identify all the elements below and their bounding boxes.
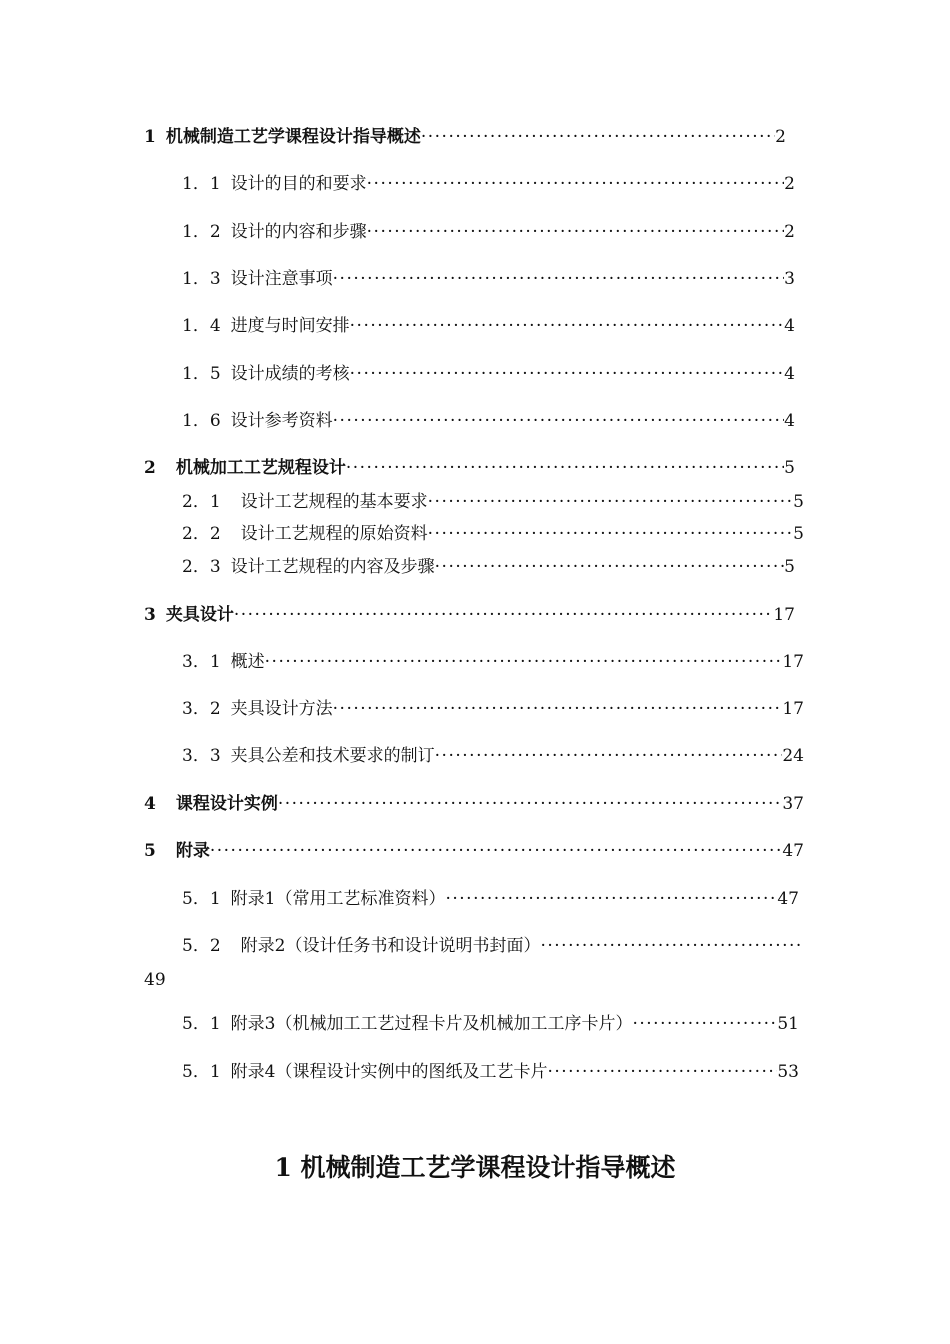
toc-entry-3-3[interactable] [182, 745, 804, 767]
toc-entry-1-3[interactable] [182, 268, 795, 290]
toc-number: 3．1 [182, 652, 221, 672]
toc-leader [333, 268, 785, 290]
toc-number: 3．3 [182, 746, 221, 766]
toc-number: 5．1 [182, 1014, 221, 1034]
toc-number: 1．5 [182, 364, 221, 384]
toc-number: 5．1 [182, 1062, 221, 1082]
toc-leader [333, 410, 785, 432]
toc-title: 附录4（课程设计实例中的图纸及工艺卡片 [230, 1062, 548, 1082]
toc-entry-5[interactable] [144, 840, 804, 862]
toc-leader [350, 363, 785, 385]
toc-number: 2．2 [182, 524, 221, 544]
toc-title: 设计的目的和要求 [230, 174, 367, 194]
toc-page: 49 [144, 970, 166, 990]
toc-title: 概述 [230, 652, 265, 672]
toc-title: 设计注意事项 [230, 269, 333, 289]
toc-number: 2．3 [182, 557, 221, 577]
toc-page: 2 [784, 174, 795, 194]
toc-entry-5-4[interactable] [182, 1061, 799, 1083]
toc-entry-1-5[interactable] [182, 363, 795, 385]
toc-title: 夹具设计 [165, 605, 234, 625]
toc-title: 夹具设计方法 [230, 699, 333, 719]
toc-number: 1．6 [182, 411, 221, 431]
toc-page: 17 [773, 605, 795, 625]
toc-number: 3 [144, 605, 156, 625]
toc-number: 5．2 [182, 936, 221, 956]
toc-number: 5．1 [182, 889, 221, 909]
toc-entry-5-3[interactable] [182, 1013, 799, 1035]
toc-title: 进度与时间安排 [230, 316, 350, 336]
toc-leader [210, 840, 783, 862]
toc-entry-3-1[interactable] [182, 651, 804, 673]
toc-entry-2-1[interactable] [182, 491, 804, 513]
toc-entry-1-4[interactable] [182, 315, 795, 337]
toc-leader [421, 126, 775, 148]
toc-leader [632, 1013, 777, 1035]
toc-leader [234, 604, 774, 626]
toc-leader [350, 315, 785, 337]
toc-title: 附录3（机械加工工艺过程卡片及机械加工工序卡片） [230, 1014, 633, 1034]
toc-entry-1-2[interactable] [182, 221, 795, 243]
toc-page: 5 [793, 524, 804, 544]
toc-leader [435, 556, 785, 578]
toc-title: 附录1（常用工艺标准资料） [230, 889, 446, 909]
toc-number: 2．1 [182, 492, 221, 512]
toc-page: 47 [777, 889, 799, 909]
toc-title: 设计工艺规程的基本要求 [240, 492, 428, 512]
toc-entry-1[interactable] [144, 126, 786, 148]
toc-entry-1-1[interactable] [182, 173, 795, 195]
toc-number: 1．2 [182, 222, 221, 242]
toc-leader [428, 523, 794, 545]
toc-entry-5-2[interactable] [182, 935, 804, 957]
toc-page: 4 [784, 411, 795, 431]
toc-leader [367, 173, 785, 195]
toc-leader [428, 491, 794, 513]
chapter-heading: 1 机械制造工艺学课程设计指导概述 [274, 1153, 676, 1182]
toc-title: 附录2（设计任务书和设计说明书封面） [240, 936, 541, 956]
toc-leader [278, 793, 783, 815]
toc-page: 51 [777, 1014, 799, 1034]
toc-title: 机械制造工艺学课程设计指导概述 [165, 127, 421, 147]
toc-page: 5 [784, 458, 795, 478]
toc-entry-2-2[interactable] [182, 523, 804, 545]
toc-page: 5 [793, 492, 804, 512]
toc-page: 5 [784, 557, 795, 577]
toc-number: 5 [144, 841, 156, 861]
toc-leader [435, 745, 783, 767]
toc-page: 2 [784, 222, 795, 242]
toc-number: 1．4 [182, 316, 221, 336]
toc-entry-4[interactable] [144, 793, 804, 815]
toc-title: 设计工艺规程的原始资料 [240, 524, 428, 544]
toc-leader [346, 457, 784, 479]
toc-title: 机械加工工艺规程设计 [175, 458, 346, 478]
toc-entry-2[interactable] [144, 457, 795, 479]
toc-number: 4 [144, 794, 156, 814]
toc-number: 3．2 [182, 699, 221, 719]
toc-page: 24 [782, 746, 804, 766]
toc-leader [265, 651, 783, 673]
toc-entry-5-1[interactable] [182, 888, 799, 910]
toc-title: 设计成绩的考核 [230, 364, 350, 384]
toc-leader [333, 698, 783, 720]
toc-entry-3[interactable] [144, 604, 795, 626]
toc-entry-1-6[interactable] [182, 410, 795, 432]
toc-number: 1 [144, 127, 156, 147]
toc-page: 17 [782, 652, 804, 672]
toc-page: 2 [775, 127, 786, 147]
toc-page: 17 [782, 699, 804, 719]
toc-title: 课程设计实例 [175, 794, 278, 814]
toc-title: 设计的内容和步骤 [230, 222, 367, 242]
toc-title: 设计工艺规程的内容及步骤 [230, 557, 435, 577]
toc-number: 1．3 [182, 269, 221, 289]
toc-leader [540, 935, 804, 957]
toc-page: 37 [782, 794, 804, 814]
toc-page: 3 [784, 269, 795, 289]
toc-title: 设计参考资料 [230, 411, 333, 431]
toc-leader [547, 1061, 777, 1083]
toc-page: 47 [782, 841, 804, 861]
toc-title: 附录 [175, 841, 210, 861]
toc-leader [367, 221, 785, 243]
toc-page: 53 [777, 1062, 799, 1082]
toc-page: 4 [784, 364, 795, 384]
toc-entry-3-2[interactable] [182, 698, 804, 720]
toc-title: 夹具公差和技术要求的制订 [230, 746, 435, 766]
toc-number: 2 [144, 458, 156, 478]
toc-number: 1．1 [182, 174, 221, 194]
toc-page: 4 [784, 316, 795, 336]
toc-leader [445, 888, 777, 910]
toc-entry-2-3[interactable] [182, 556, 795, 578]
